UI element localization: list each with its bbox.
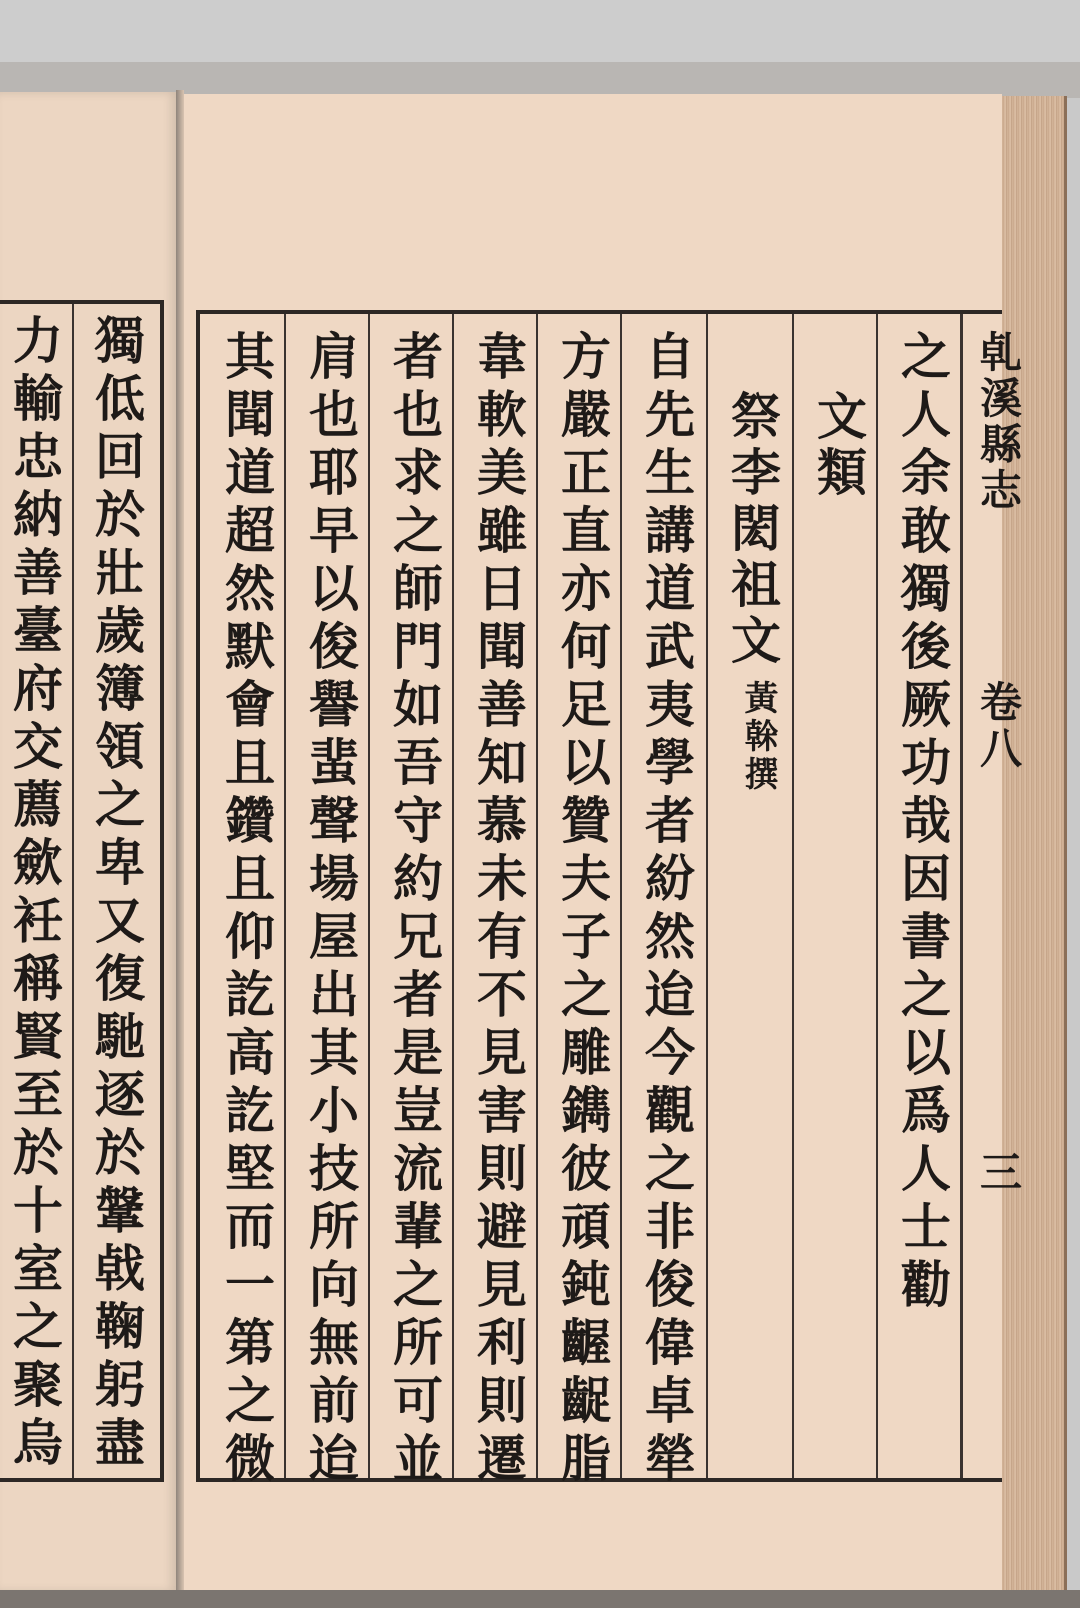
center-strip-rule: [960, 314, 963, 1478]
text-column-3: 自先生講道武夷學者紛然迨今觀之非俊偉卓犖: [637, 330, 696, 1490]
column-rule: [706, 314, 708, 1478]
column-rule: [368, 314, 370, 1478]
column-rule: [72, 304, 74, 1478]
column-rule: [284, 314, 286, 1478]
column-rule: [620, 314, 622, 1478]
book-spine: [176, 90, 184, 1595]
section-heading: 文類: [809, 390, 868, 502]
text-column-1: 之人余敢獨後厥功哉因書之以爲人士勸: [893, 330, 952, 1316]
column-rule: [876, 314, 878, 1478]
column-rule: [536, 314, 538, 1478]
text-column-6: 者也求之師門如吾守約兄者是豈流輩之所可並: [385, 330, 444, 1490]
text-column-8: 其聞道超然默會且鑽且仰訖高訖堅而一第之微: [217, 330, 276, 1490]
center-strip-title: 𠃵溪縣志: [974, 330, 1023, 514]
essay-title: 祭李閎祖文: [723, 390, 782, 670]
text-column-5: 韋軟美雖日聞善知慕未有不見害則避見利則遷: [469, 330, 528, 1490]
column-rule: [452, 314, 454, 1478]
left-text-column-2: 力輸忠納善臺府交薦歛衽稱賢至於十室之聚烏: [5, 314, 64, 1474]
text-column-7: 肩也耶早以俊譽蜚聲場屋出其小技所向無前迨: [301, 330, 360, 1490]
text-column-4: 方嚴正直亦何足以贊夫子之雕鐫彼頑鈍齷齪脂: [553, 330, 612, 1490]
center-strip-leaf-number: 三: [974, 1150, 1023, 1196]
center-strip-volume: 卷八: [974, 680, 1023, 772]
column-rule: [792, 314, 794, 1478]
scan-top-background: [0, 0, 1080, 62]
bottom-shadow: [0, 1590, 1080, 1608]
left-text-column-1: 獨低回於壯歲簿領之卑又復馳逐於鞶㦸鞠躬盡: [87, 314, 146, 1474]
page-edges: [1002, 96, 1067, 1592]
essay-author: 黃榦撰: [738, 680, 778, 794]
